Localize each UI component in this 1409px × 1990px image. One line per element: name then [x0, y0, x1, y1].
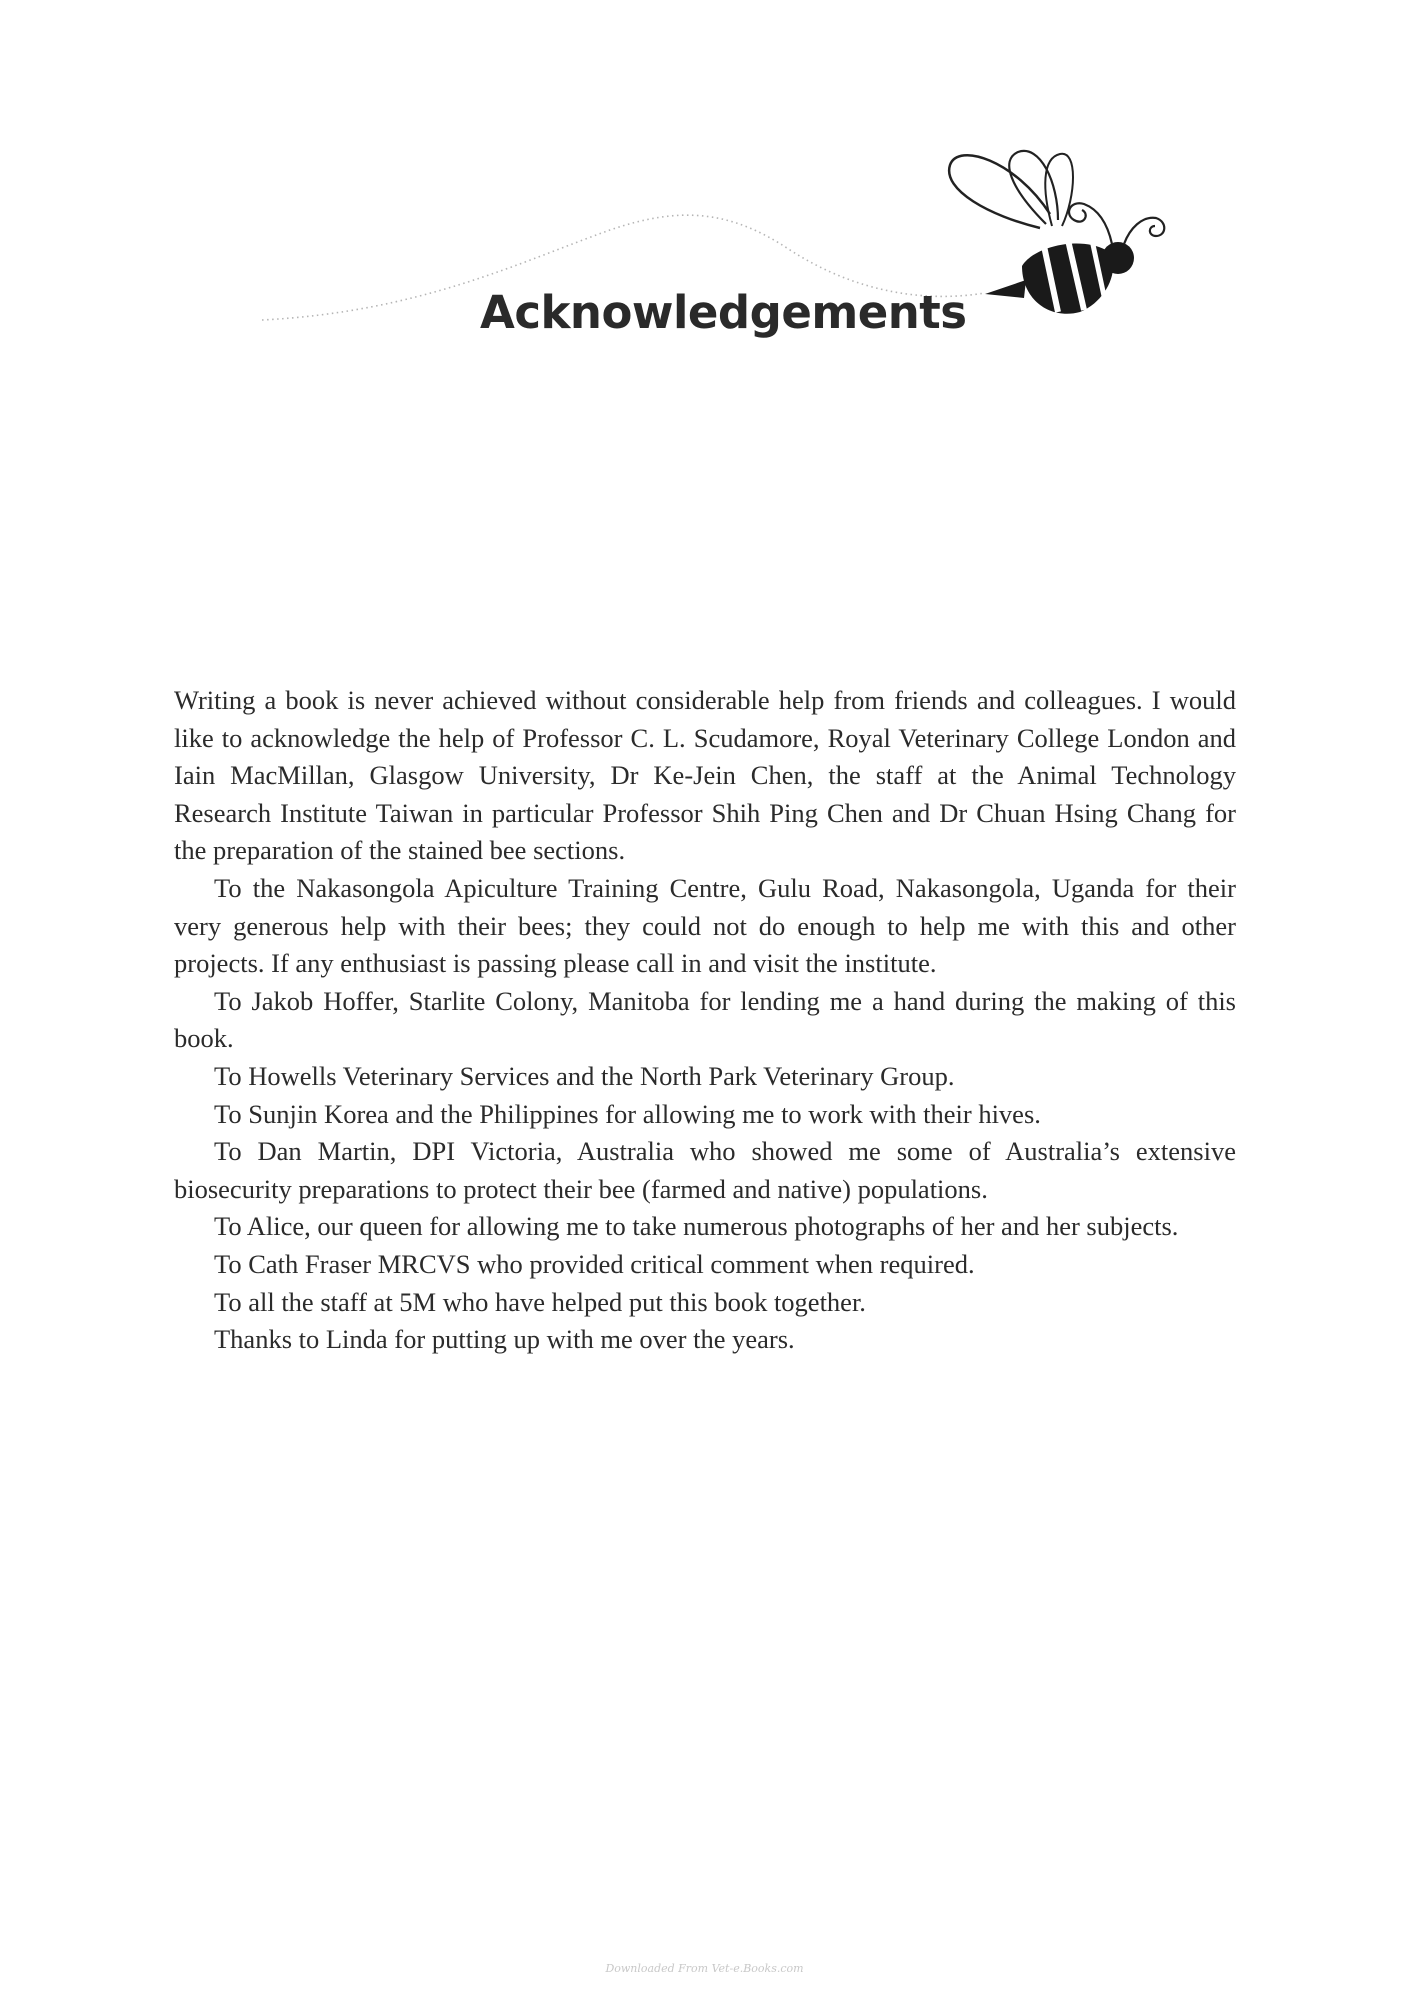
paragraph: Thanks to Linda for putting up with me over the years.	[214, 1324, 795, 1355]
paragraph: To Sunjin Korea and the Philippines for allowing me to work with their hives.	[214, 1098, 1041, 1129]
paragraph: To Dan Martin, DPI Victoria, Australia who showed me some of Australia’s extensive biosecurity preparations to protect their bee (farmed and native) populations.	[174, 1136, 1236, 1204]
acknowledgements-body	[174, 682, 1236, 1359]
paragraph: To all the staff at 5M who have helped put this book together.	[214, 1286, 866, 1317]
paragraph: To Cath Fraser MRCVS who provided critical comment when required.	[214, 1248, 975, 1279]
paragraph: To Alice, our queen for allowing me to take numerous photographs of her and her subjects.	[214, 1211, 1179, 1242]
paragraph: To Jakob Hoffer, Starlite Colony, Manitoba for lending me a hand during the making of this book.	[174, 985, 1236, 1054]
bee-icon	[949, 151, 1164, 314]
paragraph: To Howells Veterinary Services and the North Park Veterinary Group.	[214, 1060, 955, 1091]
paragraph: Writing a book is never achieved without considerable help from friends and colleagues. I would like to acknowledge the help of Professor C. L. Scudamore, Royal Veterinary College London and Iain MacMillan, Glasgow University, Dr Ke-Jein Chen, the staff at the Animal Technology Research Institute Taiwan in particular Professor Shih Ping Chen and Dr Chuan Hsing Chang for the preparation of the stained bee sections.	[174, 685, 1236, 866]
paragraph: To the Nakasongola Apiculture Training Centre, Gulu Road, Nakasongola, Uganda for their very generous help with their bees; they could not do enough to help me with this and other projects. If any enthusiast is passing please call in and visit the institute.	[174, 872, 1236, 979]
page-title: Acknowledgements	[480, 286, 967, 339]
download-watermark: Downloaded From Vet-e.Books.com	[605, 1962, 804, 1975]
